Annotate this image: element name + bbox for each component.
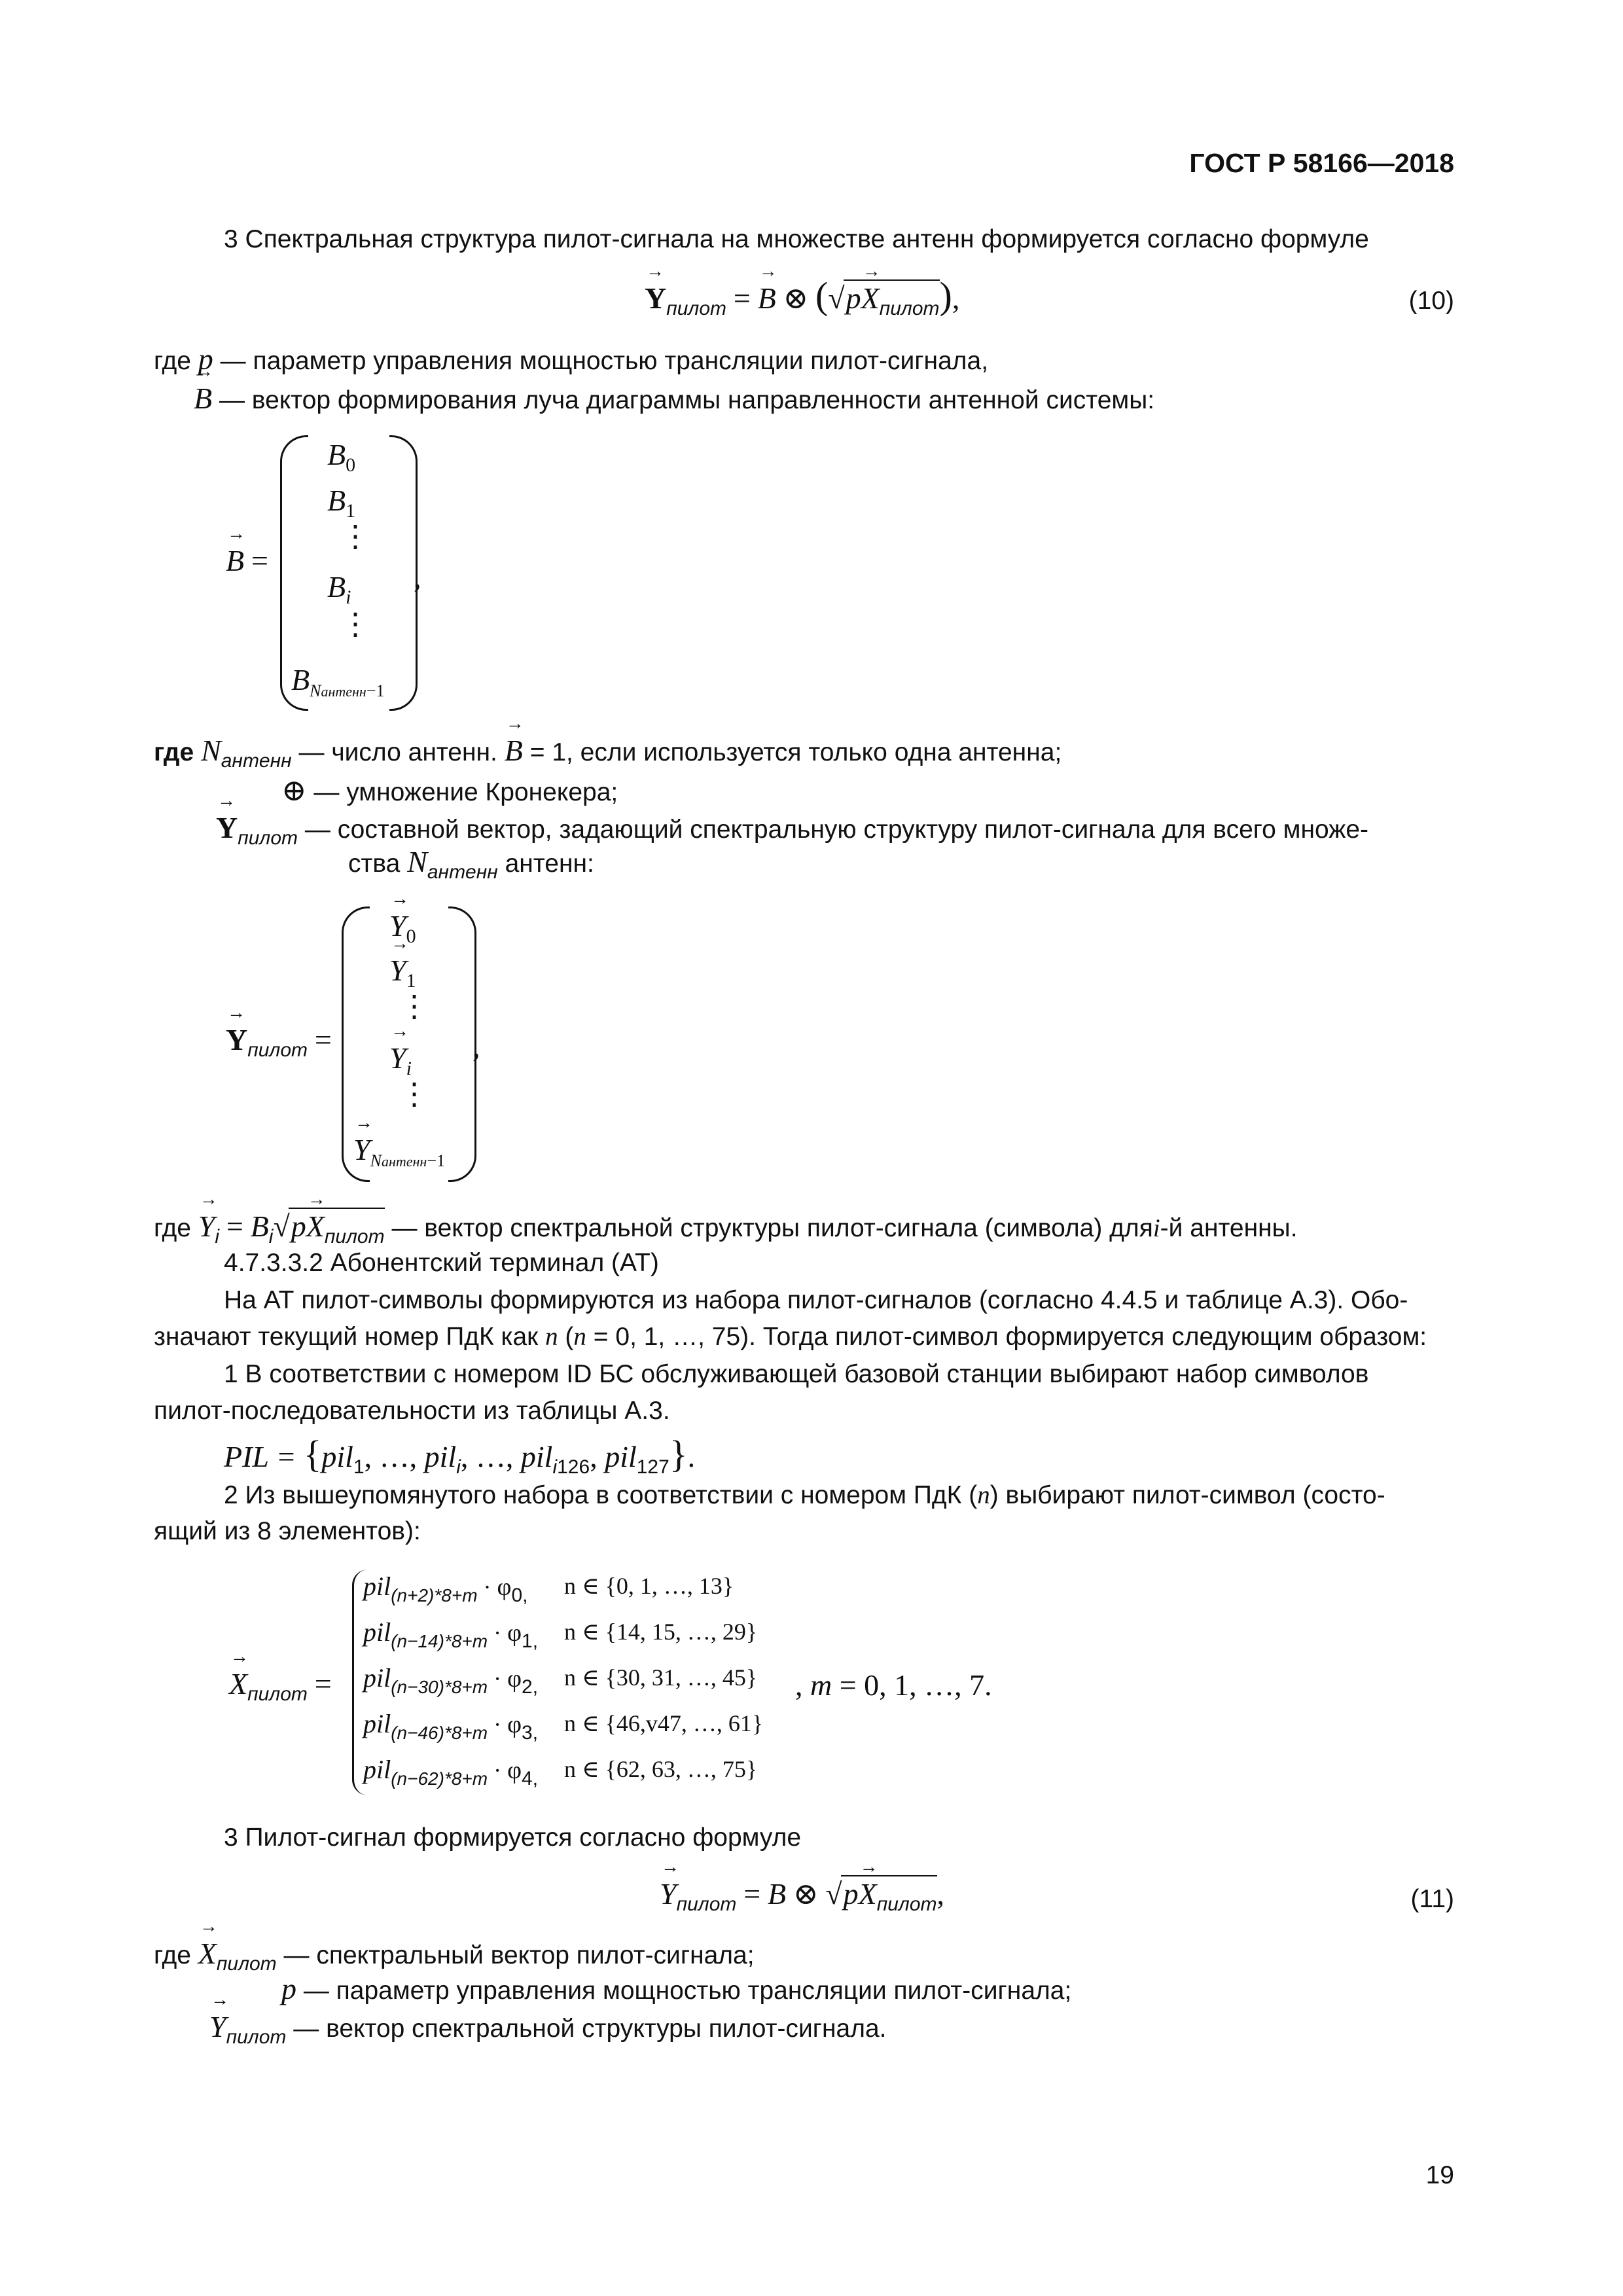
- piecewise-dot: ·: [488, 1666, 508, 1692]
- piecewise-row: [363, 1617, 538, 1653]
- p-symbol: p: [281, 1972, 296, 2005]
- equation-number-10: (10): [1408, 287, 1454, 315]
- piecewise-row: [363, 1571, 528, 1607]
- piecewise-set: n ∈ {14, 15, …, 29}: [564, 1619, 758, 1645]
- where-kron-desc: — умножение Кронекера;: [313, 778, 618, 806]
- where-kron-line: [281, 772, 618, 808]
- piecewise-phi: φ: [507, 1711, 522, 1738]
- step2-line1a: 2 Из вышеупомянутого набора в соответствии с номером ПдК (: [224, 1481, 978, 1509]
- sub-label: пилот: [879, 298, 940, 319]
- where-yi-line: где → $Y_i = B_i√p\to X_{пилот}$ — вектор спектральной структуры пилот-сигнала (символа) дляi-й антенны.: [154, 1208, 1298, 1248]
- matrix-b-entry: $B_i$: [327, 570, 351, 608]
- piecewise-set: n ∈ {30, 31, …, 45}: [564, 1664, 758, 1691]
- where-b-line: [194, 381, 1154, 416]
- piecewise-tail-a: ,: [795, 1668, 810, 1702]
- where-yi-desc-end: -й антенны.: [1160, 1214, 1298, 1242]
- piecewise-phi-sub: 2,: [522, 1676, 539, 1698]
- piecewise-dot: ·: [488, 1712, 508, 1738]
- where-y-line2: [348, 844, 594, 884]
- b-vector-symbol: → B: [758, 281, 776, 315]
- piecewise-tail-m: m: [810, 1668, 832, 1702]
- where-n-cond: = 1, если используется только одна антенна;: [529, 738, 1062, 766]
- n-symbol: N: [407, 845, 427, 878]
- step2-line2: ящий из 8 элементов):: [154, 1517, 421, 1545]
- where-p-desc: — параметр управления мощностью трансляции пилот-сигнала,: [220, 347, 989, 375]
- b-vector-symbol: → B: [226, 543, 244, 578]
- matrix-y-vdots: ⋮: [399, 990, 429, 1023]
- piecewise-pil: pil: [363, 1755, 391, 1784]
- step2-line1b: ) выбирают пилот-символ (состо-: [990, 1481, 1385, 1509]
- n-sub: антенн: [221, 750, 292, 772]
- piecewise-dot: ·: [477, 1574, 497, 1600]
- at-para-line2c: = 0, 1, …, 75). Тогда пилот-символ формируется следующим образом:: [593, 1323, 1427, 1351]
- piecewise-row: [363, 1754, 538, 1790]
- where-final-y-desc: — вектор спектральной структуры пилот-сигнала.: [293, 2015, 887, 2043]
- page-number: 19: [1425, 2161, 1454, 2189]
- paren-open: (: [815, 274, 829, 317]
- at-para-line1: На АТ пилот-символы формируются из набора пилот-сигналов (согласно 4.4.5 и таблице А.3). Обо-: [224, 1286, 1408, 1314]
- piecewise-phi-sub: 0,: [511, 1585, 528, 1606]
- equation-number-11: (11): [1410, 1885, 1454, 1913]
- y-vector-symbol: → Y: [645, 281, 666, 315]
- equals-sign: =: [251, 544, 268, 577]
- matrix-y-entry: → $Y_0$: [389, 908, 416, 948]
- step3b-text: 3 Пилот-сигнал формируется согласно формуле: [224, 1823, 802, 1852]
- piecewise-index: (n+2)*8+m: [391, 1585, 478, 1605]
- piecewise-set: n ∈ {62, 63, …, 75}: [564, 1756, 758, 1782]
- where-prefix: где: [154, 347, 191, 375]
- paren-close: ): [939, 274, 952, 317]
- piecewise-phi: φ: [497, 1573, 512, 1601]
- piecewise-set: n ∈ {46,v47, …, 61}: [564, 1710, 764, 1736]
- where-yi-desc: — вектор спектральной структуры пилот-сигнала (символа) для: [391, 1214, 1153, 1242]
- where-y-desc-2b: антенн:: [505, 850, 594, 878]
- piecewise-lhs: → $X_{пилот}$ =: [229, 1666, 332, 1706]
- step3-text: 3 Спектральная структура пилот-сигнала на множестве антенн формируется согласно формуле: [224, 225, 1369, 253]
- step1-line1: 1 В соответствии с номером ID БС обслуживающей базовой станции выбирают набор символов: [224, 1360, 1369, 1388]
- matrix-b-entry: $B_0$: [327, 438, 356, 476]
- y-vector-symbol: → Y: [216, 810, 238, 845]
- comma: ,: [952, 281, 960, 315]
- matrix-y-entry: → $Y_1$: [389, 953, 416, 992]
- pil-equation: PIL = {pil$_1$, …, pil$_i$, …, pil$_{i126}$, pil$_{127}$}.: [224, 1433, 696, 1478]
- at-para-line2: значают текущий номер ПдК как n (n = 0, 1, …, 75). Тогда пилот-символ формируется следующим образом:: [154, 1323, 1427, 1351]
- matrix-y-lhs-sub: пилот: [247, 1039, 308, 1061]
- where-prefix: где: [154, 738, 194, 766]
- matrix-y-lhs: [226, 1022, 332, 1062]
- n-symbol: N: [201, 734, 221, 767]
- piecewise-phi: φ: [507, 1757, 522, 1784]
- sqrt-sign: √: [828, 281, 845, 315]
- piecewise-pil: pil: [363, 1709, 391, 1738]
- b-vector-symbol: → B: [194, 381, 212, 416]
- matrix-y-comma: ,: [473, 1030, 480, 1063]
- kronecker-symbol: ⊗: [783, 281, 809, 315]
- matrix-y-entry: → $Y_i$: [389, 1041, 412, 1080]
- matrix-b-entry: $B_{Nантенн-1}$: [291, 663, 385, 700]
- piecewise-set: n ∈ {0, 1, …, 13}: [564, 1573, 734, 1599]
- where-p-line: [154, 342, 988, 376]
- piecewise-phi: φ: [507, 1619, 522, 1647]
- matrix-b-vdots: ⋮: [340, 607, 370, 641]
- where-prefix: где: [154, 1214, 191, 1242]
- where-final-p-desc: — параметр управления мощностью трансляции пилот-сигнала;: [303, 1977, 1072, 2005]
- where-final-p-line: [281, 1971, 1071, 2006]
- piecewise-tail-b: = 0, 1, …, 7.: [832, 1668, 992, 1702]
- step2-line1: 2 Из вышеупомянутого набора в соответствии с номером ПдК (n) выбирают пилот-символ (состо-: [224, 1481, 1385, 1509]
- step1-line2: пилот-последовательности из таблицы А.3.: [154, 1397, 670, 1425]
- y-sub: пилот: [238, 827, 298, 849]
- piecewise-phi-sub: 4,: [522, 1768, 539, 1789]
- piecewise-phi: φ: [507, 1665, 522, 1693]
- where-y-line1: [216, 810, 1368, 850]
- piecewise-pil: pil: [363, 1617, 391, 1647]
- equals-sign: =: [314, 1023, 332, 1056]
- piecewise-tail: [795, 1668, 992, 1702]
- where-y-desc-2a: ства: [348, 850, 401, 878]
- matrix-b-vdots: ⋮: [340, 520, 370, 553]
- y-vector-symbol: → Y: [226, 1022, 247, 1057]
- yi-symbol: → Y: [198, 1209, 215, 1244]
- piecewise-index: (n−62)*8+m: [391, 1768, 488, 1789]
- section-title: 4.7.3.3.2 Абонентский терминал (АТ): [224, 1249, 659, 1277]
- piecewise-row: [363, 1662, 538, 1698]
- piecewise-phi-sub: 1,: [522, 1630, 539, 1652]
- piecewise-dot: ·: [488, 1757, 508, 1784]
- piecewise-pil: pil: [363, 1571, 391, 1601]
- where-b-desc: — вектор формирования луча диаграммы направленности антенной системы:: [219, 386, 1155, 414]
- equation-11: → $Y_{пилот} = B$ ⊗ $√p\to X_{пилот}$,: [660, 1875, 944, 1916]
- piecewise-index: (n−30)*8+m: [391, 1677, 488, 1697]
- where-n-desc: — число антенн.: [298, 738, 497, 766]
- p-symbol: p: [198, 342, 213, 376]
- document-code: ГОСТ Р 58166—2018: [1189, 148, 1454, 178]
- b-vector-symbol: → B: [505, 733, 523, 768]
- pil-tail: .: [687, 1440, 696, 1473]
- where-final-y-line: → $Y_{пилот}$ — вектор спектральной структуры пилот-сигнала.: [209, 2009, 887, 2049]
- equation-10: [645, 274, 959, 320]
- matrix-b-entry: $B_1$: [327, 484, 356, 522]
- where-final-x-desc: — спектральный вектор пилот-сигнала;: [283, 1941, 755, 1969]
- p-symbol: p: [846, 281, 861, 315]
- matrix-y-entry: → $Y_{Nантенн-1}$: [353, 1132, 445, 1171]
- piecewise-row: [363, 1708, 538, 1744]
- where-y-desc-1: — составной вектор, задающий спектральную структуру пилот-сигнала для всего множе-: [304, 816, 1369, 844]
- piecewise-lhs-sub: пилот: [247, 1683, 308, 1705]
- piecewise-phi-sub: 3,: [522, 1722, 539, 1744]
- where-prefix: где: [154, 1941, 191, 1969]
- matrix-y-vdots: ⋮: [399, 1077, 429, 1111]
- piecewise-dot: ·: [488, 1620, 508, 1646]
- pil-lhs: PIL =: [224, 1440, 296, 1473]
- piecewise-index: (n−14)*8+m: [391, 1631, 488, 1651]
- sub-label: пилот: [666, 298, 727, 319]
- matrix-b-comma: ,: [414, 560, 421, 594]
- kronecker-plus-icon: ⊕: [281, 774, 307, 807]
- matrix-b-lhs: [226, 543, 268, 578]
- equals-sign: =: [733, 281, 751, 315]
- x-vector-symbol: → X: [861, 281, 880, 315]
- where-final-x-line: где → $X_{пилот}$ — спектральный вектор пилот-сигнала;: [154, 1936, 755, 1975]
- piecewise-pil: pil: [363, 1663, 391, 1693]
- where-n-line: [154, 733, 1061, 772]
- piecewise-index: (n−46)*8+m: [391, 1723, 488, 1743]
- at-para-line2a: значают текущий номер ПдК как: [154, 1323, 539, 1351]
- n-sub: антенн: [427, 861, 498, 883]
- at-para-line2b: (: [565, 1323, 574, 1351]
